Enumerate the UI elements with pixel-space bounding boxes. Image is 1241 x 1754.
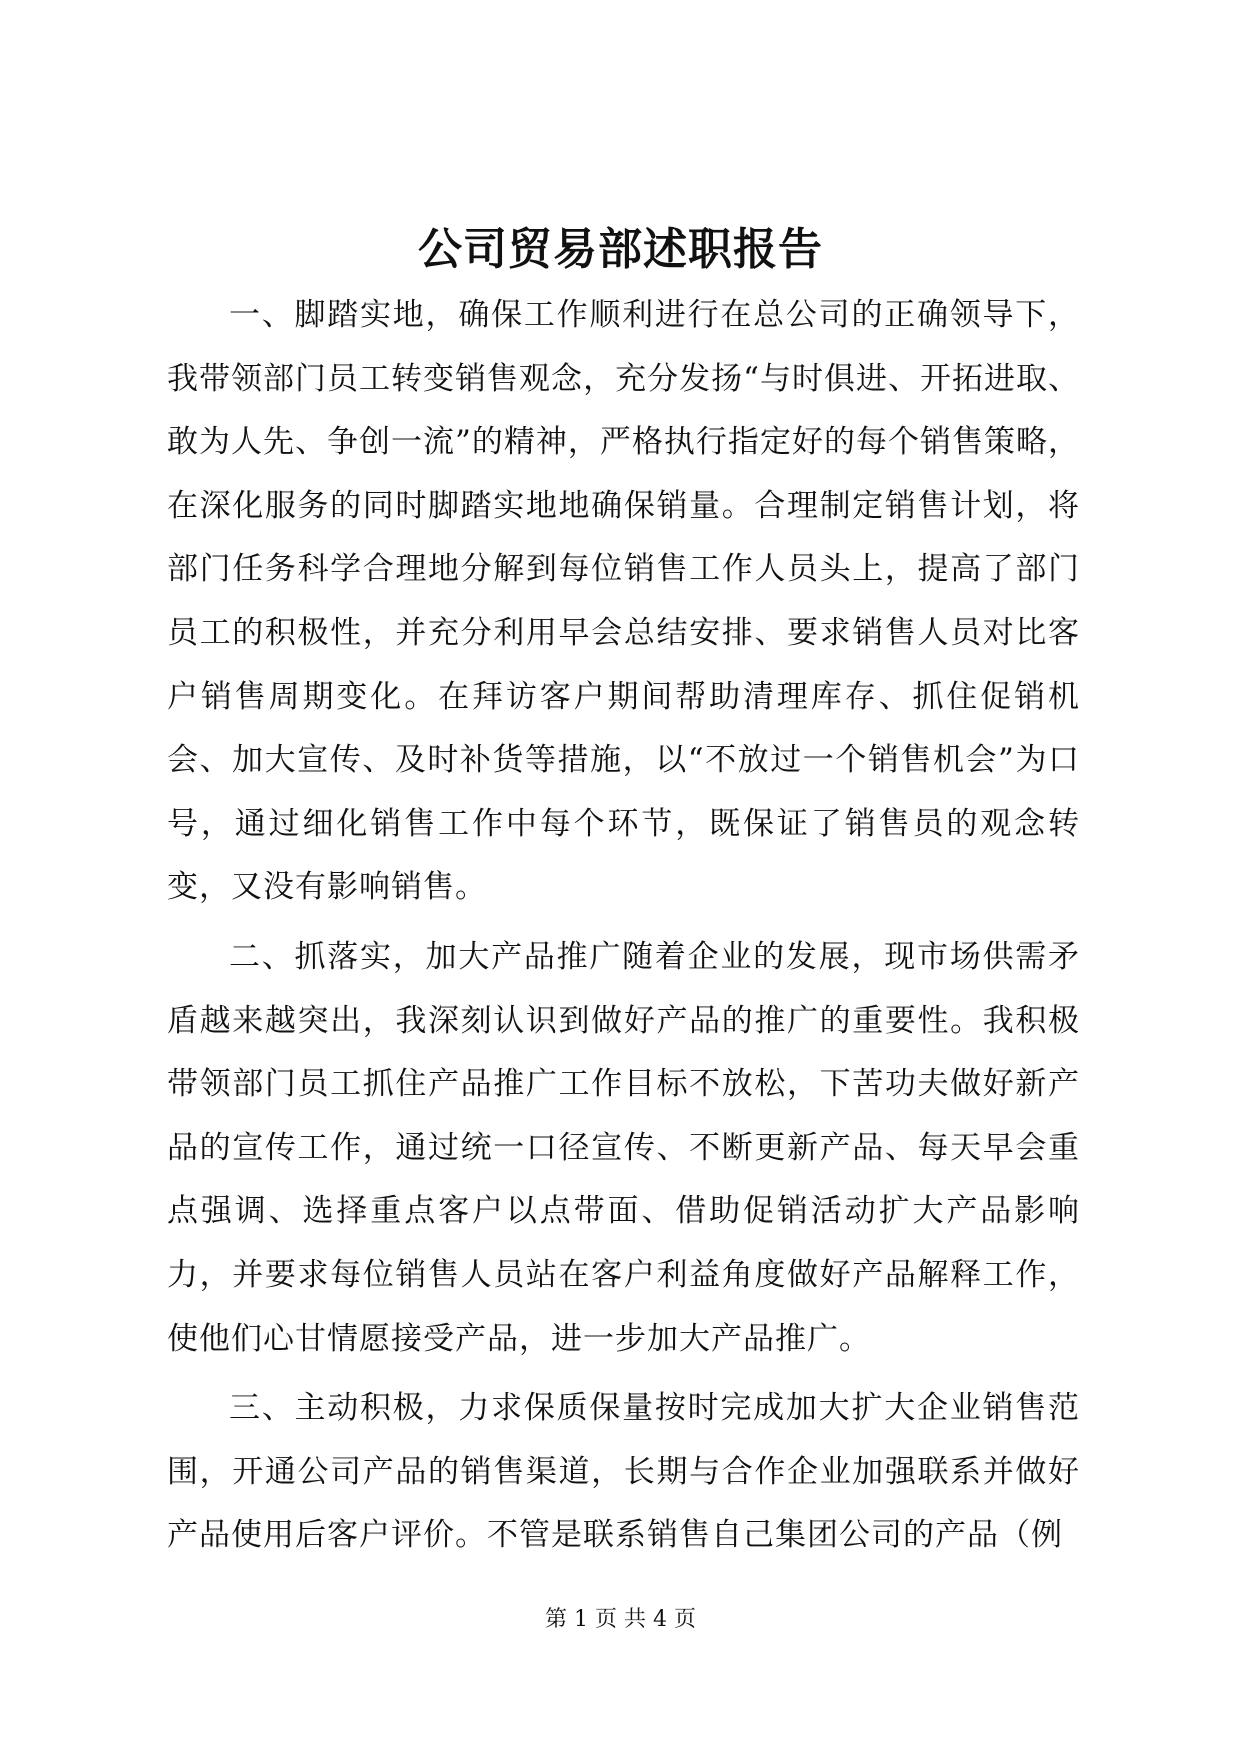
document-title: 公司贸易部述职报告 <box>418 224 823 275</box>
paragraph-1: 一、脚踏实地，确保工作顺利进行在总公司的正确领导下，我带领部门员工转变销售观念，充分发扬“与时俱进、开拓进取、敢为人先、争创一流”的精神，严格执行指定好的每个销售策略，在深化服务的同时脚踏实地地确保销量。合理制定销售计划，将部门任务科学合理地分解到每位销售工作人员头上，提高了部门员工的积极性，并充分利用早会总结安排、要求销售人员对比客户销售周期变化。在拜访客户期间帮助清理库存、抓住促销机会、加大宣传、及时补货等措施，以“不放过一个销售机会”为口号，通过细化销售工作中每个环节，既保证了销售员的观念转变，又没有影响销售。 <box>167 297 1080 906</box>
paragraph-3: 三、主动积极，力求保质保量按时完成加大扩大企业销售范围，开通公司产品的销售渠道，长期与合作企业加强联系并做好产品使用后客户评价。不管是联系销售自己集团公司的产品（例 <box>167 1390 1080 1554</box>
page-number-footer: 第 1 页 共 4 页 <box>545 1607 696 1632</box>
document-body <box>167 284 1080 1574</box>
paragraph-2: 二、抓落实，加大产品推广随着企业的发展，现市场供需矛盾越来越突出，我深刻认识到做好产品的推广的重要性。我积极带领部门员工抓住产品推广工作目标不放松，下苦功夫做好新产品的宣传工作，通过统一口径宣传、不断更新产品、每天早会重点强调、选择重点客户以点带面、借助促销活动扩大产品影响力，并要求每位销售人员站在客户利益角度做好产品解释工作，使他们心甘情愿接受产品，进一步加大产品推广。 <box>167 938 1080 1357</box>
